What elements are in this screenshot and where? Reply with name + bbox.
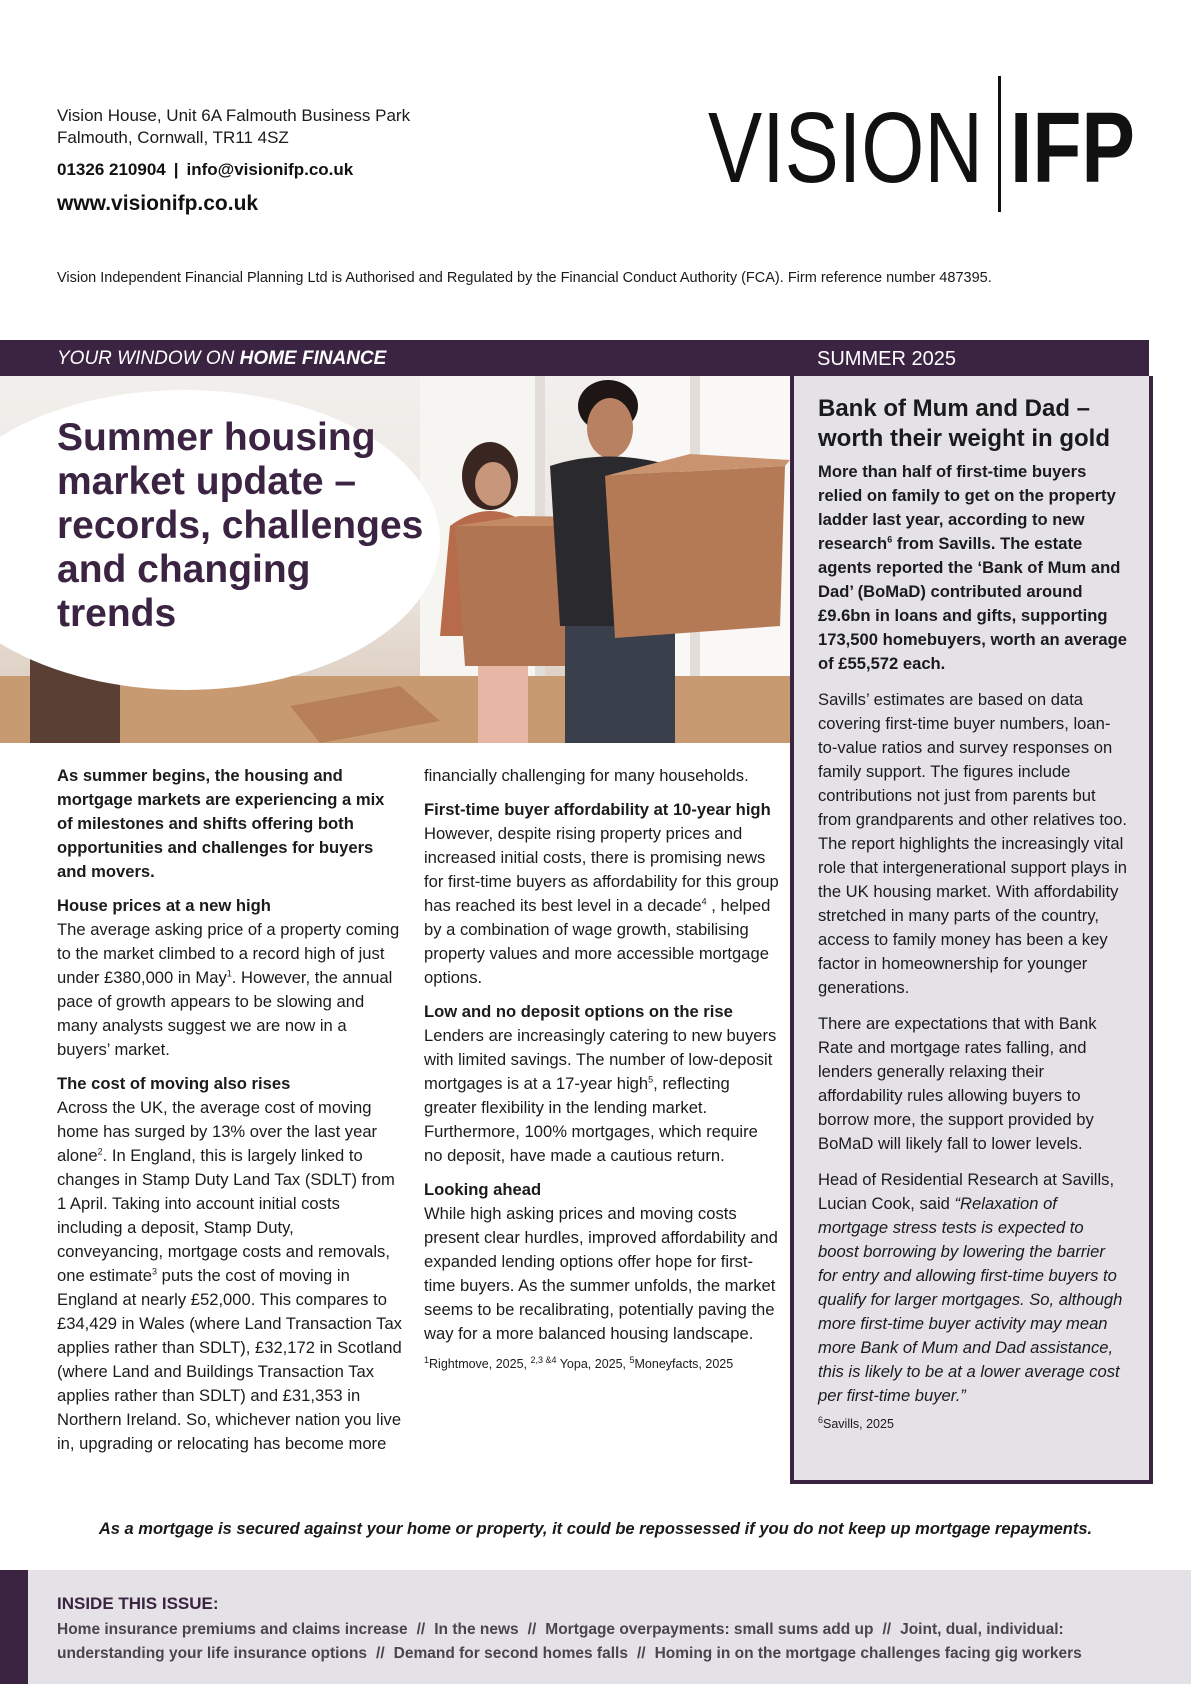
logo-vision-text: VISION [708,92,983,204]
website-link[interactable]: www.visionifp.co.uk [57,192,259,215]
sidebar-quote: “Relaxation of mortgage stress tests is expected to boost borrowing by lowering the barrier for entry and allowing first-time buyers to qualify for larger mortgages. So, although more first-time buyer activity may mean more Bank of Mum and Dad assistance, this is likely to be at a lower average cost per first-time buyer.” [818,1194,1123,1405]
inside-this-issue-list [57,1618,1147,1666]
section-text-cost-of-moving: Across the UK, the average cost of moving home has surged by 13% over the last year alone$^2$. In England, this is largely linked to changes in Stamp Duty Land Tax (SDLT) from 1 April. Taking into account initial costs including a deposit, Stamp Duty, conveyancing, mortgage costs and removals, one estimate$^3$ puts the cost of moving in England at nearly £52,000. This compares to £34,429 in Wales (where Land Transaction Tax applies rather than SDLT), £32,172 in Scotland (where Land and Buildings Transaction Tax applies rather than SDLT) and £31,353 in Northern Ireland. So, whichever nation you live in, upgrading or relocating has become more [57,1098,402,1453]
sidebar-paragraph-4: Head of Residential Research at Savills, Lucian Cook, said “Relaxation of mortgage stress tests is expected to boost borrowing by lowering the barrier for entry and allowing first-time buyers to qualify for larger mortgages. So, although more first-time buyer activity may mean more Bank of Mum and Dad assistance, this is likely to be at a lower average cost per first-time buyer.” [818,1170,1123,1405]
inside-this-issue-title: INSIDE THIS ISSUE: [57,1594,219,1613]
headline-line-1: Summer housing [57,416,376,459]
section-heading-low-deposit: Low and no deposit options on the rise [424,1002,733,1021]
section-heading-house-prices: House prices at a new high [57,896,271,915]
contact-line [57,160,353,180]
section-text-cost-of-moving-continued: financially challenging for many households. [424,766,749,785]
email-link[interactable]: info@visionifp.co.uk [186,160,354,179]
newsletter-name [57,348,386,370]
issue-item[interactable]: In the news [434,1621,519,1638]
article-references: $^1$Rightmove, 2025, $^{2,3 \&4}$ Yopa, 2025, $^5$Moneyfacts, 2025 [424,1354,734,1371]
sidebar-paragraph-2: Savills’ estimates are based on data covering first-time buyer numbers, loan-to-value ratios and survey responses on family support. The figures include contributions not just from parents but from grandparents and other relatives too. The report highlights the increasingly vital role that intergenerational support plays in the UK housing market. With affordability stretched in many parts of the country, access to family money has been a key factor in homeownership for younger generations. [818,690,1128,997]
article-column-1 [57,764,402,1466]
sidebar-paragraph-3: There are expectations that with Bank Rate and mortgage rates falling, and lenders generally relaxing their affordability rules allowing buyers to borrow more, the support provided by BoMaD will likely fall to lower levels. [818,1014,1097,1153]
issue-divider: // [416,1621,426,1638]
issue-item[interactable]: Home insurance premiums and claims increase [57,1621,408,1638]
newsletter-name-bold: HOME FINANCE [239,348,387,369]
issue-item[interactable]: Joint, dual, individual: understanding your life insurance options [57,1621,1064,1662]
mortgage-disclaimer: As a mortgage is secured against your home or property, it could be repossessed if you do not keep up mortgage repayments. [98,1520,1093,1538]
footer-accent-bar [0,1570,28,1684]
headline-line-3: records, challenges [57,504,424,547]
newsletter-name-prefix: YOUR WINDOW ON [57,348,240,369]
issue-item[interactable]: Homing in on the mortgage challenges facing gig workers [654,1645,1082,1662]
issue-divider: // [376,1645,385,1662]
section-heading-cost-of-moving: The cost of moving also rises [57,1074,291,1093]
section-heading-looking-ahead: Looking ahead [424,1180,542,1199]
main-headline [57,416,427,636]
article-lead: As summer begins, the housing and mortgage markets are experiencing a mix of milestones and shifts offering both opportunities and challenges for buyers and movers. [57,766,385,881]
phone-number[interactable]: 01326 210904 [57,160,166,179]
vision-ifp-logo [708,74,1138,214]
section-text-house-prices: The average asking price of a property coming to the market climbed to a record high of just under £380,000 in May$^1$. However, the annual pace of growth appears to be slowing and many analysts suggest we are now in a buyers’ market. [57,920,400,1059]
section-text-low-deposit: Lenders are increasingly catering to new buyers with limited savings. The number of low-deposit mortgages is at a 17-year high$^5$, reflecting greater flexibility in the lending market. Furthermore, 100% mortgages, which require no deposit, have made a cautious return. [424,1026,777,1165]
issue-divider: // [527,1621,537,1638]
issue-date: SUMMER 2025 [817,348,956,370]
headline-line-2: market update – [57,460,357,503]
regulation-statement: Vision Independent Financial Planning Ltd is Authorised and Regulated by the Financial Conduct Authority (FCA). Firm reference number 487395. [57,270,992,286]
section-text-ftb-affordability: However, despite rising property prices and increased initial costs, there is promising news for first-time buyers as affordability for this group has reached its best level in a decade$^4$ , helped by a combination of wage growth, stabilising property values and more accessible mortgage options. [424,824,779,987]
article-column-2 [424,764,779,1372]
address-line-1: Vision House, Unit 6A Falmouth Business Park [57,106,411,125]
sidebar-source: $^6$Savills, 2025 [818,1414,894,1431]
contact-separator: | [173,160,179,179]
sidebar-content [818,394,1128,1432]
logo-divider [998,76,1001,212]
section-heading-ftb-affordability: First-time buyer affordability at 10-year high [424,800,771,819]
issue-divider: // [882,1621,892,1638]
section-text-looking-ahead: While high asking prices and moving costs present clear hurdles, improved affordability and expanded lending options offer hope for first-time buyers. As the summer unfolds, the market seems to be recalibrating, potentially paving the way for a more balanced housing landscape. [424,1204,778,1343]
issue-item[interactable]: Demand for second homes falls [393,1645,628,1662]
issue-item[interactable]: Mortgage overpayments: small sums add up [545,1621,874,1638]
sidebar-intro: More than half of first-time buyers relied on family to get on the property ladder last year, according to new research$^6$ from Savills. The estate agents reported the ‘Bank of Mum and Dad’ (BoMaD) contributed around £9.6bn in loans and gifts, supporting 173,500 homebuyers, worth an average of £55,572 each. [818,462,1127,673]
logo-ifp-text: IFP [1010,92,1135,204]
address-line-2: Falmouth, Cornwall, TR11 4SZ [57,128,289,147]
issue-divider: // [636,1645,646,1662]
headline-line-4: and changing trends [57,548,311,635]
sidebar-title: Bank of Mum and Dad – worth their weight in gold [818,395,1110,452]
